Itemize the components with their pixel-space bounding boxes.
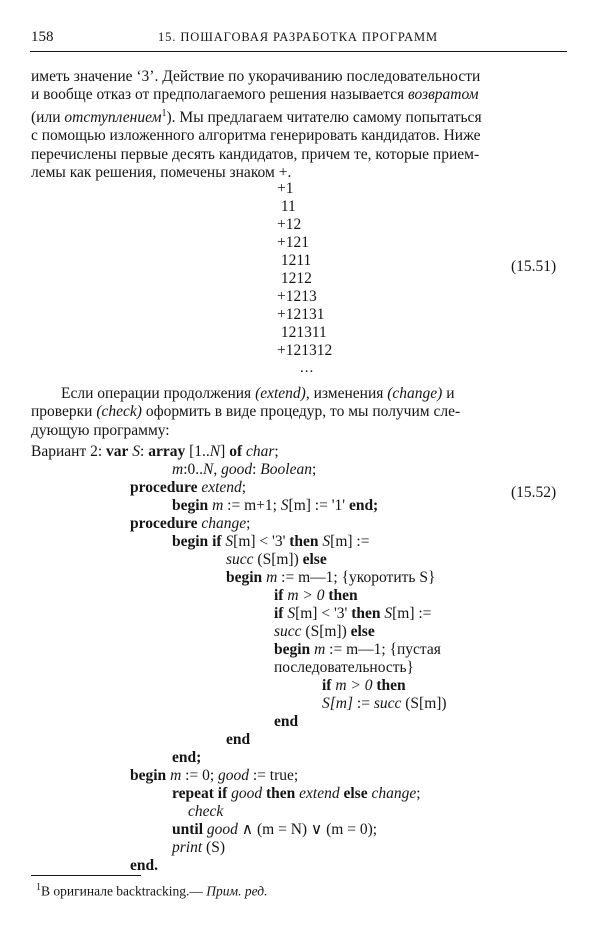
candidate-item: 11	[277, 198, 296, 215]
header-rule	[30, 51, 567, 52]
code-line: print (S)	[172, 839, 225, 856]
footnote: $^1$В оригинале backtracking.— Прим. ред.	[36, 882, 268, 899]
text-line: с помощью изложенного алгоритма генерировать кандидатов. Ниже	[31, 127, 481, 145]
ellipsis: ...	[300, 360, 315, 376]
paragraph-intro	[31, 68, 567, 183]
code-line: succ (S[m]) else	[274, 623, 375, 640]
equation-number: (15.51)	[511, 258, 557, 275]
text-line: Если операции продолжения (extend), изменения (change) и	[61, 385, 455, 402]
candidate-item: 1211	[277, 252, 312, 269]
code-line: succ (S[m]) else	[226, 551, 327, 568]
code-line: if S[m] < '3' then S[m] :=	[274, 605, 432, 622]
candidate-item: 121311	[277, 324, 327, 341]
code-line: end	[226, 731, 251, 748]
page-number: 158	[31, 29, 54, 45]
footnote-ref: 1	[161, 107, 167, 119]
candidate-item: 1212	[277, 270, 312, 287]
code-line: procedure extend;	[130, 479, 247, 496]
code-line: последовательность}	[274, 659, 414, 676]
text-line: иметь значение ‘3’. Действие по укорачиванию последовательности	[31, 68, 481, 85]
code-line: begin m := 0; good := true;	[130, 767, 299, 784]
code-line: check	[188, 803, 224, 820]
equation-number: (15.52)	[511, 484, 557, 501]
candidate-item: +121312	[277, 342, 333, 359]
candidate-item: +121	[277, 234, 309, 251]
code-line: begin m := m+1; S[m] := '1' end;	[172, 497, 379, 514]
code-line: Вариант 2: var S: array [1..N] of char;	[31, 443, 279, 460]
text-line: дующую программу:	[31, 421, 170, 439]
text-line: (или отступлением$^1$). Мы предлагаем читателю самому попытаться	[31, 107, 482, 126]
code-line: if m > 0 then	[322, 677, 406, 694]
code-line: end.	[130, 857, 158, 874]
code-line: m:0..N, good: Boolean;	[172, 461, 317, 478]
candidate-item: +1213	[277, 288, 317, 305]
code-line: until good ∧ (m = N) ∨ (m = 0);	[172, 821, 378, 838]
code-line: S[m] := succ (S[m])	[322, 695, 447, 712]
code-line: begin if S[m] < '3' then S[m] :=	[172, 533, 370, 550]
text-line: перечислены первые десять кандидатов, причем те, которые прием-	[31, 145, 480, 163]
candidate-item: +12	[277, 216, 302, 233]
code-line: if m > 0 then	[274, 587, 358, 604]
code-line: end	[274, 713, 299, 730]
text-line: и вообще отказ от предполагаемого решения называется возвратом	[31, 86, 479, 104]
term-retreat: отступлением	[64, 108, 162, 126]
candidate-item: +12131	[277, 306, 325, 323]
text-line: проверки (check) оформить в виде процедур, то мы получим сле-	[31, 403, 461, 421]
running-head: 15. ПОШАГОВАЯ РАЗРАБОТКА ПРОГРАММ	[158, 30, 439, 44]
code-line: begin m := m—1; {пустая	[274, 641, 441, 658]
code-line: procedure change;	[130, 515, 251, 532]
code-line: repeat if good then extend else change;	[172, 785, 421, 802]
term-backtracking: возвратом	[407, 86, 479, 104]
footnote-rule	[31, 875, 141, 876]
code-line: end;	[172, 749, 202, 766]
code-line: begin m := m—1; {укоротить S}	[226, 569, 436, 586]
paragraph-procedures	[31, 385, 567, 440]
text-line: лемы как решения, помечены знаком +.	[31, 164, 292, 182]
candidate-item: +1	[277, 180, 294, 197]
